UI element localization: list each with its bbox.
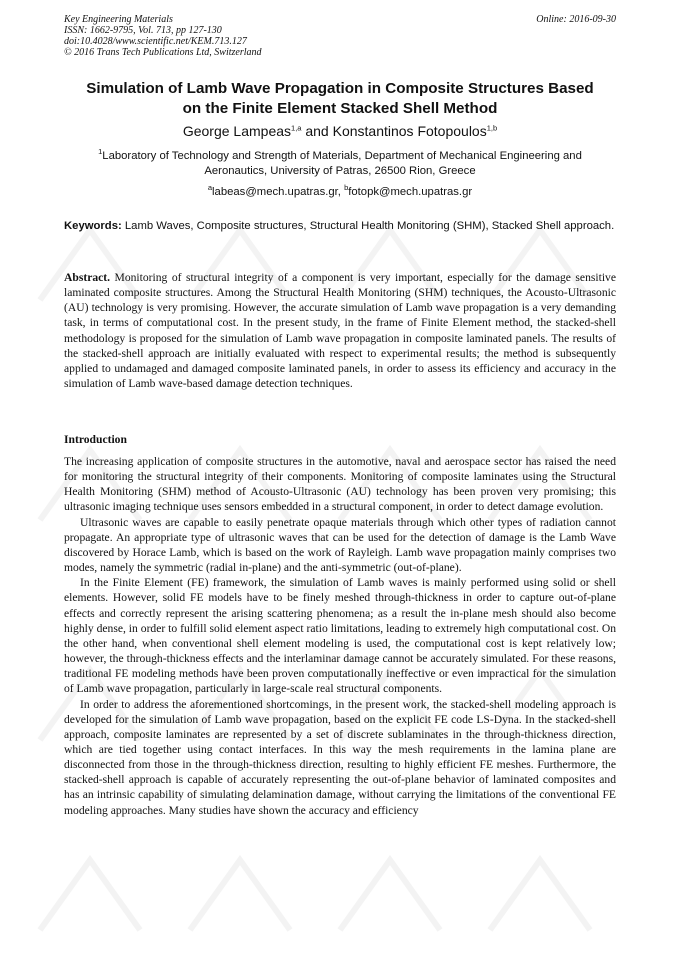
title-line-1: Simulation of Lamb Wave Propagation in Composite Structures Based	[86, 80, 594, 97]
doi-line: doi:10.4028/www.scientific.net/KEM.713.127	[64, 36, 247, 47]
author-affiliation-marker: 1,b	[486, 123, 498, 133]
email-marker: b	[344, 183, 349, 193]
author-list	[64, 122, 616, 140]
author-emails	[64, 185, 616, 200]
paragraph: In the Finite Element (FE) framework, the simulation of Lamb waves is mainly performed using solid or shell elements. However, solid FE models have to be finely meshed through-thickness in order to capture out-of-plane effects and correctly represent the arising scattering phenomena; as a result the in-plane mesh should also become highly dense, in order to fulfill solid element aspect ratio limitations, leading to extremely high computational cost. On the other hand, when conventional shell element modeling is used, the computational cost is kept relatively low; however, the through-thickness effects and the interlaminar damage cannot be accurately simulated. For these reasons, traditional FE modeling methods have been proven computationally ineffective or even impractical for the simulation of Lamb wave propagation, particularly in large-scale real structural components.	[64, 576, 616, 696]
keywords-label: Keywords:	[64, 220, 122, 232]
affiliation	[64, 149, 616, 179]
paragraph: The increasing application of composite structures in the automotive, naval and aerospace sector has raised the need for monitoring the structural integrity of their components. Monitoring of composite laminates using the Structural Health Monitoring (SHM) method of Acousto-Ultrasonic (AU) technology has been proven very promising; this ultrasonic imaging technique uses sensors embedded in a structural component, in order to detect damage evolution.	[64, 455, 616, 514]
affiliation-marker: 1	[98, 147, 103, 157]
section-heading-introduction: Introduction	[64, 433, 127, 446]
paper-title	[64, 79, 616, 119]
keywords-text: Lamb Waves, Composite structures, Structural Health Monitoring (SHM), Stacked Shell approach.	[121, 220, 615, 232]
affiliation-line-1: $^1$Laboratory of Technology and Strength of Materials, Department of Mechanical Engineering and	[98, 147, 582, 162]
introduction-body	[64, 454, 616, 818]
abstract	[64, 270, 616, 391]
title-line-2: on the Finite Element Stacked Shell Method	[182, 100, 498, 117]
paragraph: In order to address the aforementioned shortcomings, in the present work, the stacked-shell modeling approach is developed for the simulation of Lamb wave propagation, based on the explicit FE code LS-Dyna. In the stacked-shell approach, composite laminates are represented by a set of discrete sublaminates in the through-thickness direction, which are tied together using contact interfaces. In this way the mesh requirements in the lamina plane are disconnected from those in the through-thickness direction, resulting to highly efficient FE meshes. Furthermore, the stacked-shell approach is capable of accurately representing the out-of-plane behavior of laminated composites and has an intrinsic capability of simulating delamination damage, without carrying the limitations of the conventional FE modeling approaches. Many studies have shown the accuracy and efficiency	[64, 697, 616, 817]
author-name: Konstantinos Fotopoulos	[332, 123, 487, 139]
email-address: fotopk@mech.upatras.gr	[348, 186, 473, 198]
abstract-label: Abstract.	[64, 271, 111, 284]
author-name: George Lampeas	[182, 123, 292, 139]
keywords	[64, 219, 616, 234]
email-address: labeas@mech.upatras.gr,	[212, 186, 345, 198]
paragraph: Ultrasonic waves are capable to easily penetrate opaque materials through which other types of radiation cannot propagate. An appropriate type of ultrasonic waves that can be used for the detection of damage is the Lamb Wave discovered by Horace Lamb, which is based on the work of Rayleigh. Lamb wave propagation mainly comprises two modes, namely the symmetric (radial in-plane) and the anti-symmetric (out-of-plane).	[64, 515, 616, 575]
publication-info	[64, 14, 262, 58]
email-marker: a	[207, 183, 213, 193]
abstract-text: Monitoring of structural integrity of a component is very important, especially for the damage sensitive laminated composite structures. Among the Structural Health Monitoring (SHM) techniques, the Acousto-Ultrasonic (AU) technology is very promising. However, the accurate simulation of Lamb wave propagation is a very demanding task, in terms of computational cost. In the present study, in the frame of Finite Element method, the stacked-shell methodology is proposed for the simulation of Lamb wave propagation in composite laminated panels. The results of the stacked-shell approach are initially evaluated with respect to experimental results; the method is subsequently applied to undamaged and damaged composite laminated panels, in order to assess its efficiency and accuracy in the simulation of Lamb wave-based damage detection techniques.	[64, 271, 616, 391]
copyright-line: © 2016 Trans Tech Publications Ltd, Switzerland	[64, 47, 262, 58]
online-date: Online: 2016-09-30	[536, 14, 616, 25]
journal-name: Key Engineering Materials	[64, 14, 173, 25]
affiliation-line-2: Aeronautics, University of Patras, 26500 Rion, Greece	[204, 165, 476, 177]
author-conjunction: and	[301, 123, 333, 139]
publication-header	[64, 14, 616, 58]
issn-line: ISSN: 1662-9795, Vol. 713, pp 127-130	[64, 25, 222, 36]
author-affiliation-marker: 1,a	[291, 123, 302, 133]
